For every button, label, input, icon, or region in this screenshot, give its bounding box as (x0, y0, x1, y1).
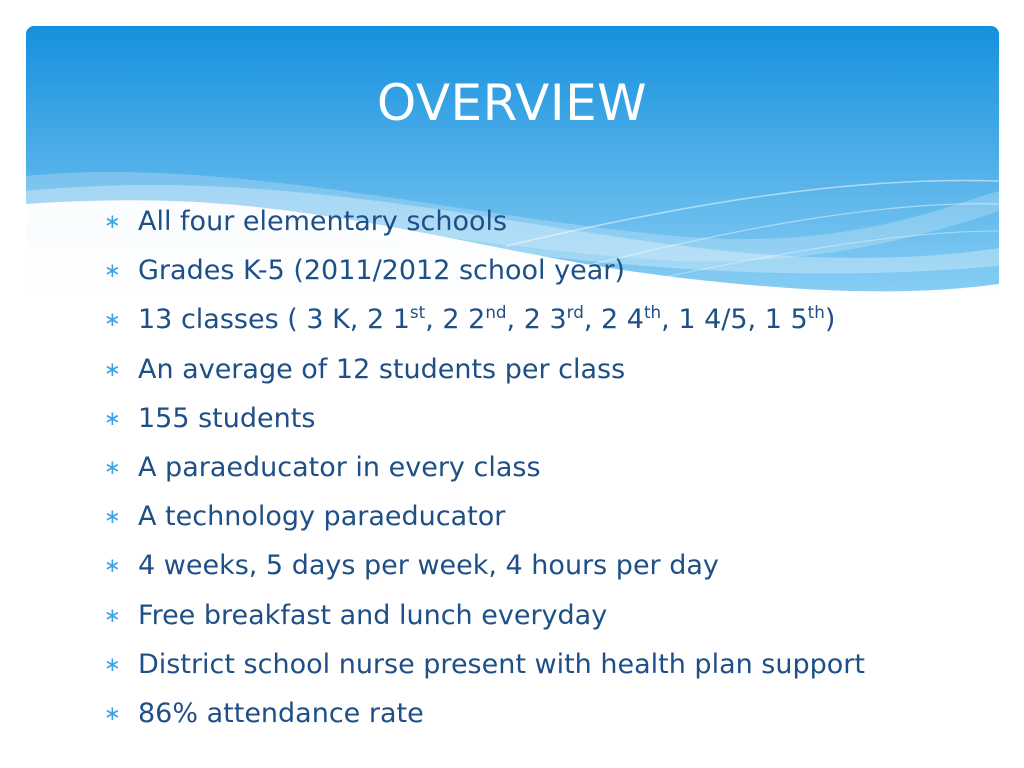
ordinal-suffix: nd (485, 302, 507, 323)
asterisk-bullet-icon: ∗ (104, 258, 121, 283)
ordinal-suffix: rd (566, 302, 584, 323)
slide-title: OVERVIEW (376, 74, 648, 132)
list-item (104, 591, 865, 640)
list-item (104, 492, 865, 541)
asterisk-bullet-icon: ∗ (104, 307, 121, 332)
list-item (104, 345, 865, 394)
bullet-text: 155 students (138, 402, 316, 434)
list-item (104, 197, 865, 246)
bullet-text: An average of 12 students per class (138, 353, 626, 385)
asterisk-bullet-icon: ∗ (104, 209, 121, 233)
bullet-text: District school nurse present with health plan support (138, 648, 865, 680)
classes-text-part: ) (824, 304, 836, 336)
asterisk-bullet-icon: ∗ (104, 602, 121, 627)
asterisk-bullet-icon: ∗ (104, 405, 121, 430)
list-item (104, 689, 865, 738)
asterisk-bullet-icon: ∗ (104, 454, 121, 479)
bullet-text: All four elementary schools (138, 206, 508, 237)
bullet-text: 86% attendance rate (138, 697, 424, 729)
bullet-text: Free breakfast and lunch everyday (138, 599, 608, 631)
asterisk-bullet-icon: ∗ (104, 504, 121, 529)
bullet-list (104, 197, 865, 738)
ordinal-suffix: st (409, 302, 426, 323)
asterisk-bullet-icon: ∗ (104, 553, 121, 578)
ordinal-suffix: th (643, 302, 662, 323)
bullet-text: A paraeducator in every class (138, 451, 541, 483)
ordinal-suffix: th (807, 302, 825, 323)
classes-text-part: , 1 4/5, 1 5 (661, 304, 808, 336)
bullet-text (138, 304, 835, 335)
bullet-text: 4 weeks, 5 days per week, 4 hours per day (138, 550, 719, 582)
bullet-text: A technology paraeducator (138, 501, 506, 533)
bullet-text: Grades K-5 (2011/2012 school year) (138, 255, 625, 287)
classes-text-part: 13 classes ( 3 K, 2 1 (138, 304, 410, 336)
classes-text-part: , 2 4 (583, 304, 644, 336)
list-item (104, 640, 865, 689)
asterisk-bullet-icon: ∗ (104, 651, 121, 676)
list-item-classes (104, 295, 865, 344)
list-item (104, 394, 865, 443)
list-item (104, 541, 865, 590)
asterisk-bullet-icon: ∗ (104, 700, 121, 725)
list-item (104, 246, 865, 295)
classes-text-part: , 2 2 (425, 304, 486, 336)
asterisk-bullet-icon: ∗ (104, 356, 121, 381)
list-item (104, 443, 865, 492)
classes-text-part: , 2 3 (506, 304, 567, 336)
